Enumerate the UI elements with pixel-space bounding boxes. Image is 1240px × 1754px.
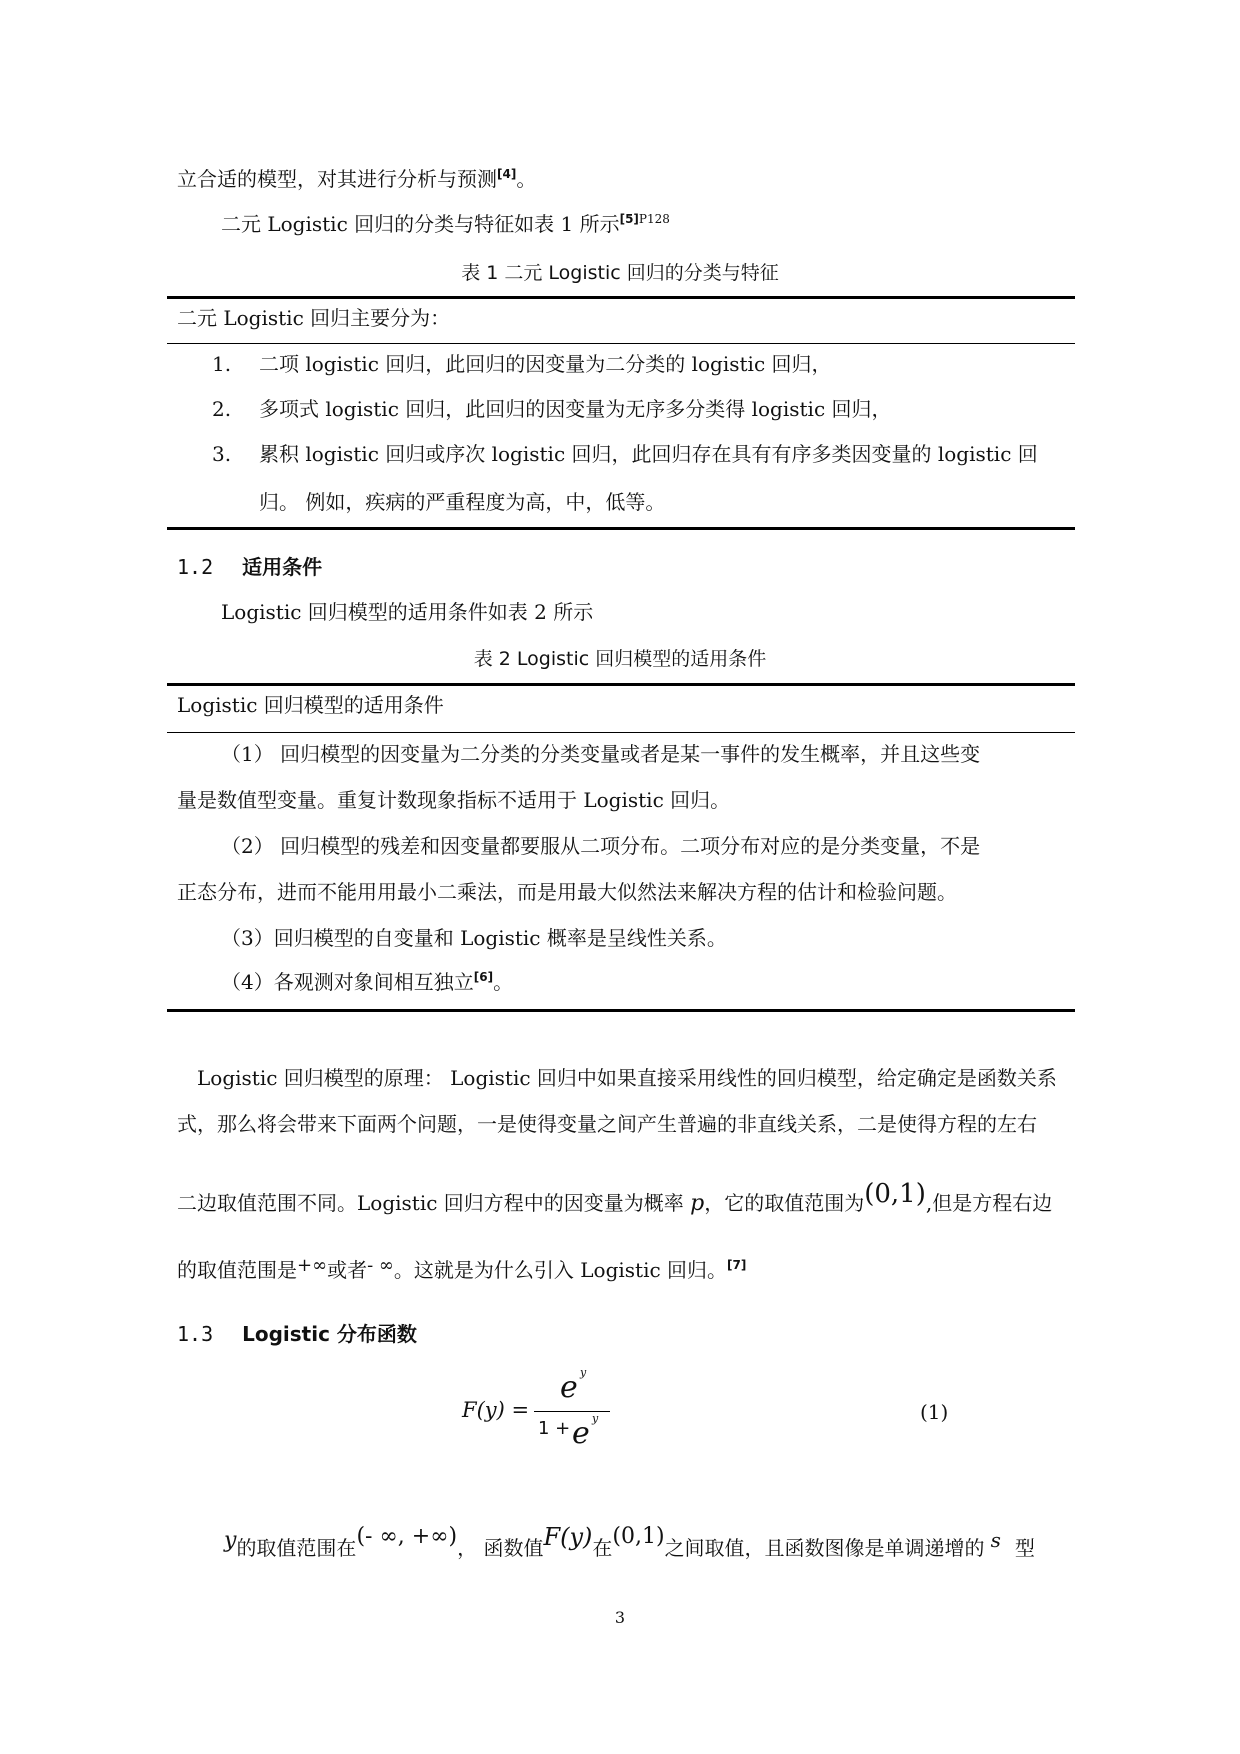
minus-infinity: - ∞ bbox=[367, 1255, 394, 1276]
table1-bottom-rule bbox=[167, 527, 1075, 530]
intro-text: 立合适的模型，对其进行分析与预测 bbox=[177, 167, 497, 191]
principle-line-3-a: 二边取值范围不同。Logistic 回归方程中的因变量为概率 bbox=[177, 1191, 684, 1215]
principle-line-4 bbox=[177, 1256, 746, 1286]
table1-item-3-cont: 归。 例如，疾病的严重程度为高，中，低等。 bbox=[259, 490, 666, 514]
citation-5-page: P128 bbox=[638, 212, 670, 226]
range-neg-inf-pos-inf: (- ∞, +∞) bbox=[356, 1524, 458, 1549]
last-line-t4: 之间取值，且函数图像是单调递增的 bbox=[664, 1536, 985, 1560]
table2-header-rule bbox=[167, 732, 1075, 733]
table2-header: Logistic 回归模型的适用条件 bbox=[177, 693, 444, 717]
formula-1-numerator-exponent: y bbox=[580, 1366, 587, 1379]
variable-s: s bbox=[990, 1528, 1001, 1552]
intro-end: 。 bbox=[516, 167, 537, 191]
table2-condition-4-text: （4）各观测对象间相互独立 bbox=[221, 970, 474, 994]
table2-condition-1-line2: 量是数值型变量。重复计数现象指标不适用于 Logistic 回归。 bbox=[177, 788, 731, 812]
table2-condition-4 bbox=[221, 968, 513, 996]
table2-condition-4-end: 。 bbox=[493, 970, 514, 994]
citation-7: [7] bbox=[727, 1258, 747, 1272]
principle-line-4-a: 的取值范围是 bbox=[177, 1258, 297, 1282]
last-line-t1: 的取值范围在 bbox=[236, 1536, 357, 1560]
last-paragraph-line bbox=[224, 1523, 1035, 1563]
formula-1-lhs: F(y) = bbox=[462, 1398, 530, 1422]
principle-line-3 bbox=[177, 1179, 1053, 1218]
table1-header: 二元 Logistic 回归主要分为： bbox=[177, 306, 451, 330]
table1-item-2-text: 多项式 logistic 回归，此回归的因变量为无序多分类得 logistic 回归， bbox=[259, 397, 892, 421]
section-1-2-title: 适用条件 bbox=[242, 555, 323, 579]
intro-paragraph bbox=[177, 165, 536, 193]
formula-1-denominator-exponent: y bbox=[592, 1412, 599, 1425]
principle-line-1: Logistic 回归模型的原理： Logistic 回归中如果直接采用线性的回归模型，给定确定是函数关系 bbox=[197, 1066, 1057, 1090]
formula-1-numerator-e: e bbox=[560, 1370, 578, 1405]
table1-item-1-num: 1. bbox=[212, 352, 232, 376]
range-0-1: (0,1) bbox=[864, 1179, 926, 1209]
table1-item-3-num: 3. bbox=[212, 442, 232, 466]
table1-intro bbox=[221, 210, 670, 238]
principle-line-3-c: ,但是方程右边 bbox=[925, 1191, 1053, 1215]
formula-1-label: (1) bbox=[920, 1400, 949, 1424]
last-line-t3: 在 bbox=[592, 1536, 613, 1560]
page-number: 3 bbox=[614, 1608, 626, 1627]
table1-header-rule bbox=[167, 343, 1075, 344]
section-1-2-intro: Logistic 回归模型的适用条件如表 2 所示 bbox=[221, 600, 594, 624]
citation-6: [6] bbox=[473, 970, 494, 984]
table1-intro-text: 二元 Logistic 回归的分类与特征如表 1 所示 bbox=[221, 212, 620, 236]
principle-line-3-b: ，它的取值范围为 bbox=[704, 1191, 865, 1215]
section-1-3-heading bbox=[177, 1318, 417, 1347]
table2-top-rule bbox=[167, 683, 1075, 686]
formula-1-denominator-e: e bbox=[572, 1416, 590, 1451]
principle-line-4-c: 。这就是为什么引入 Logistic 回归。 bbox=[393, 1258, 728, 1282]
section-1-3-title: Logistic 分布函数 bbox=[242, 1322, 417, 1346]
citation-4: [4] bbox=[497, 167, 517, 181]
table1-item-3-text: 累积 logistic 回归或序次 logistic 回归，此回归存在具有有序多类因变量的 logistic 回 bbox=[259, 442, 1038, 466]
table1-top-rule bbox=[167, 296, 1075, 299]
last-line-t2: ， 函数值 bbox=[457, 1536, 544, 1560]
principle-line-4-b: 或者 bbox=[327, 1258, 368, 1282]
table2-bottom-rule bbox=[167, 1009, 1075, 1012]
table2-condition-2-line2: 正态分布，进而不能用用最小二乘法，而是用最大似然法来解决方程的估计和检验问题。 bbox=[177, 880, 957, 904]
table2-caption: 表 2 Logistic 回归模型的适用条件 bbox=[473, 648, 767, 670]
function-value-fy: F(y) bbox=[543, 1523, 593, 1551]
table2-condition-1-line1: （1） 回归模型的因变量为二分类的分类变量或者是某一事件的发生概率，并且这些变 bbox=[221, 742, 981, 766]
table2-condition-3: （3）回归模型的自变量和 Logistic 概率是呈线性关系。 bbox=[221, 926, 727, 950]
formula-1 bbox=[462, 1366, 622, 1451]
section-1-2-number: 1.2 bbox=[177, 555, 214, 579]
formula-1-denominator-one: 1 + bbox=[538, 1418, 571, 1439]
table1-item-2-num: 2. bbox=[212, 397, 232, 421]
last-line-t5: 型 bbox=[1014, 1536, 1035, 1560]
table1-item-1-text: 二项 logistic 回归，此回归的因变量为二分类的 logistic 回归， bbox=[259, 352, 832, 376]
table2-condition-2-line1: （2） 回归模型的残差和因变量都要服从二项分布。二项分布对应的是分类变量，不是 bbox=[221, 834, 981, 858]
range-0-1-second: (0,1) bbox=[612, 1524, 665, 1549]
formula-1-fraction-bar bbox=[534, 1411, 610, 1412]
variable-y: y bbox=[224, 1528, 237, 1553]
citation-5: [5] bbox=[619, 212, 639, 226]
section-1-3-number: 1.3 bbox=[177, 1322, 214, 1346]
principle-line-2: 式，那么将会带来下面两个问题，一是使得变量之间产生普遍的非直线关系，二是使得方程的左右 bbox=[177, 1112, 1037, 1136]
probability-symbol: p bbox=[690, 1191, 705, 1216]
table1-caption: 表 1 二元 Logistic 回归的分类与特征 bbox=[461, 262, 779, 284]
plus-infinity: +∞ bbox=[297, 1255, 328, 1276]
section-1-2-heading bbox=[177, 551, 322, 580]
